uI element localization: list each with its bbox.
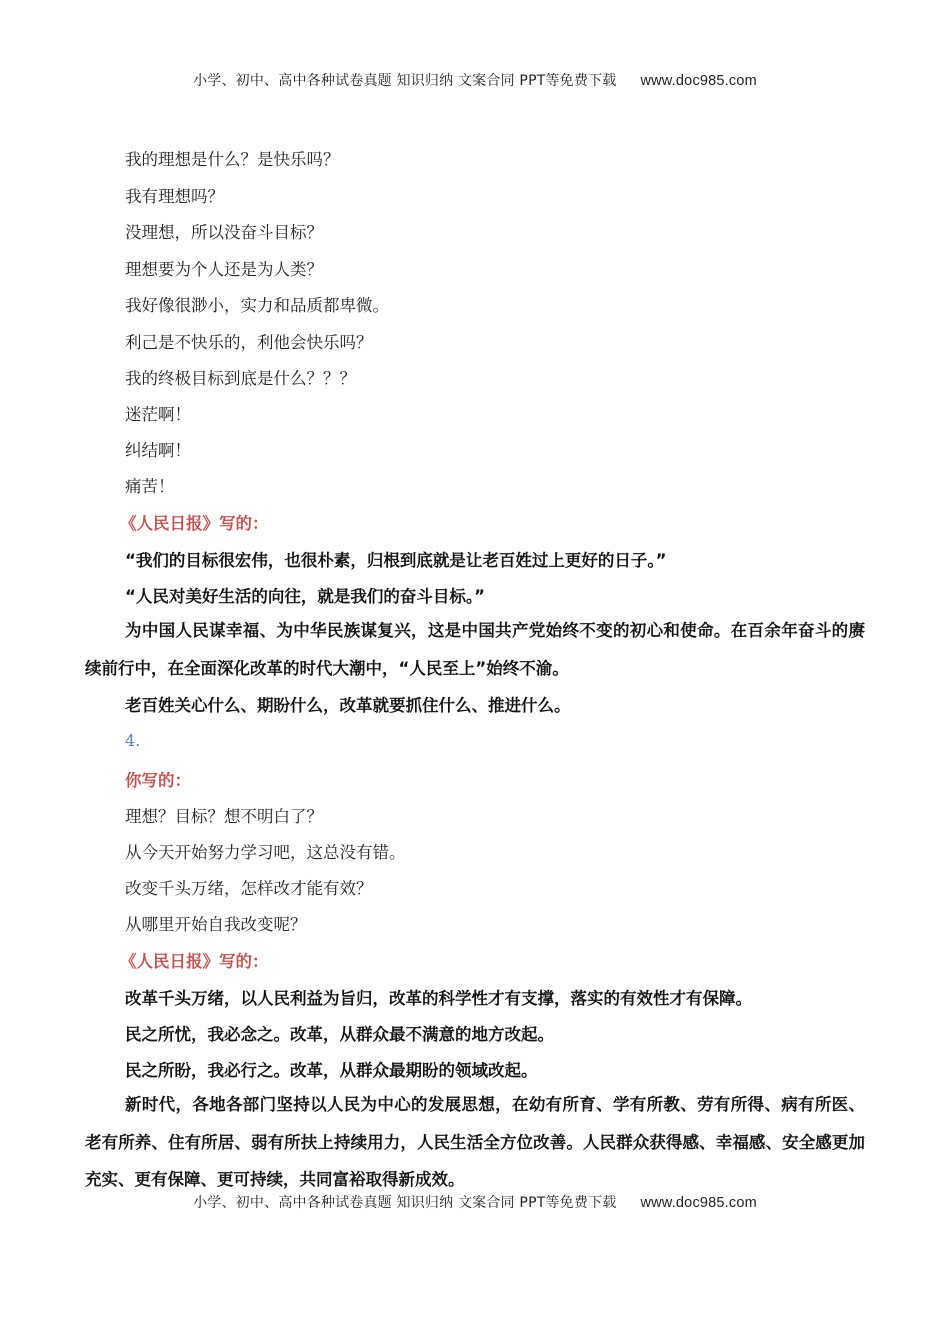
you-heading: 你写的： (125, 771, 191, 790)
page-footer (0, 1192, 950, 1212)
paper-line: 民之所忧，我必念之。改革，从群众最不满意的地方改起。 (125, 1025, 554, 1044)
paper-line: 改革千头万绪，以人民利益为旨归，改革的科学性才有支撑，落实的有效性才有保障。 (125, 989, 752, 1008)
paper-quote: “我们的目标很宏伟，也很朴素，归根到底就是让老百姓过上更好的日子。” (125, 551, 667, 570)
paper-paragraph: 为中国人民谋幸福、为中华民族谋复兴，这是中国共产党始终不变的初心和使命。在百余年奋斗的赓续前行中，在全面深化改革的时代大潮中，“人民至上”始终不渝。 (85, 621, 865, 678)
paper-line: 民之所盼，我必行之。改革，从群众最期盼的领域改起。 (125, 1061, 538, 1080)
header-text: 小学、初中、高中各种试卷真题 知识归纳 文案合同 PPT等免费下载 (193, 73, 617, 89)
paper-heading: 《人民日报》写的： (120, 952, 269, 971)
paper-paragraph: 新时代，各地各部门坚持以人民为中心的发展思想，在幼有所育、学有所教、劳有所得、病有所医、老有所养、住有所居、弱有所扶上持续用力，人民生活全方位改善。人民群众获得感、幸福感、安全感更加充实、更有保障、更可持续，共同富裕取得新成效。 (85, 1095, 865, 1189)
header-url: www.doc985.com (640, 73, 757, 89)
you-wrote-line: 我的理想是什么？是快乐吗？ (125, 150, 340, 169)
paper-paragraph: 老百姓关心什么、期盼什么，改革就要抓住什么、推进什么。 (125, 696, 571, 715)
you-wrote-line: 没理想，所以没奋斗目标？ (125, 223, 323, 242)
footer-text: 小学、初中、高中各种试卷真题 知识归纳 文案合同 PPT等免费下载 (193, 1195, 617, 1211)
you-wrote-line: 理想要为个人还是为人类？ (125, 260, 323, 279)
you-wrote-line: 纠结啊！ (125, 441, 191, 460)
you-wrote-line: 我有理想吗？ (125, 187, 224, 206)
you-wrote-line: 我的终极目标到底是什么？？？ (125, 369, 356, 388)
paper-heading: 《人民日报》写的： (120, 514, 269, 533)
paper-quote: “人民对美好生活的向往，就是我们的奋斗目标。” (125, 587, 485, 606)
you-wrote-line: 从哪里开始自我改变呢？ (125, 915, 307, 934)
footer-url: www.doc985.com (640, 1195, 757, 1211)
you-wrote-line: 利己是不快乐的，利他会快乐吗？ (125, 333, 373, 352)
you-wrote-line: 痛苦！ (125, 477, 175, 496)
you-wrote-line: 迷茫啊！ (125, 405, 191, 424)
page-header (0, 70, 950, 90)
you-wrote-line: 理想？目标？想不明白了？ (125, 807, 323, 826)
you-wrote-line: 我好像很渺小，实力和品质都卑微。 (125, 296, 389, 315)
you-wrote-line: 从今天开始努力学习吧，这总没有错。 (125, 843, 406, 862)
section-number: 4. (125, 731, 141, 750)
you-wrote-line: 改变千头万绪，怎样改才能有效？ (125, 879, 373, 898)
